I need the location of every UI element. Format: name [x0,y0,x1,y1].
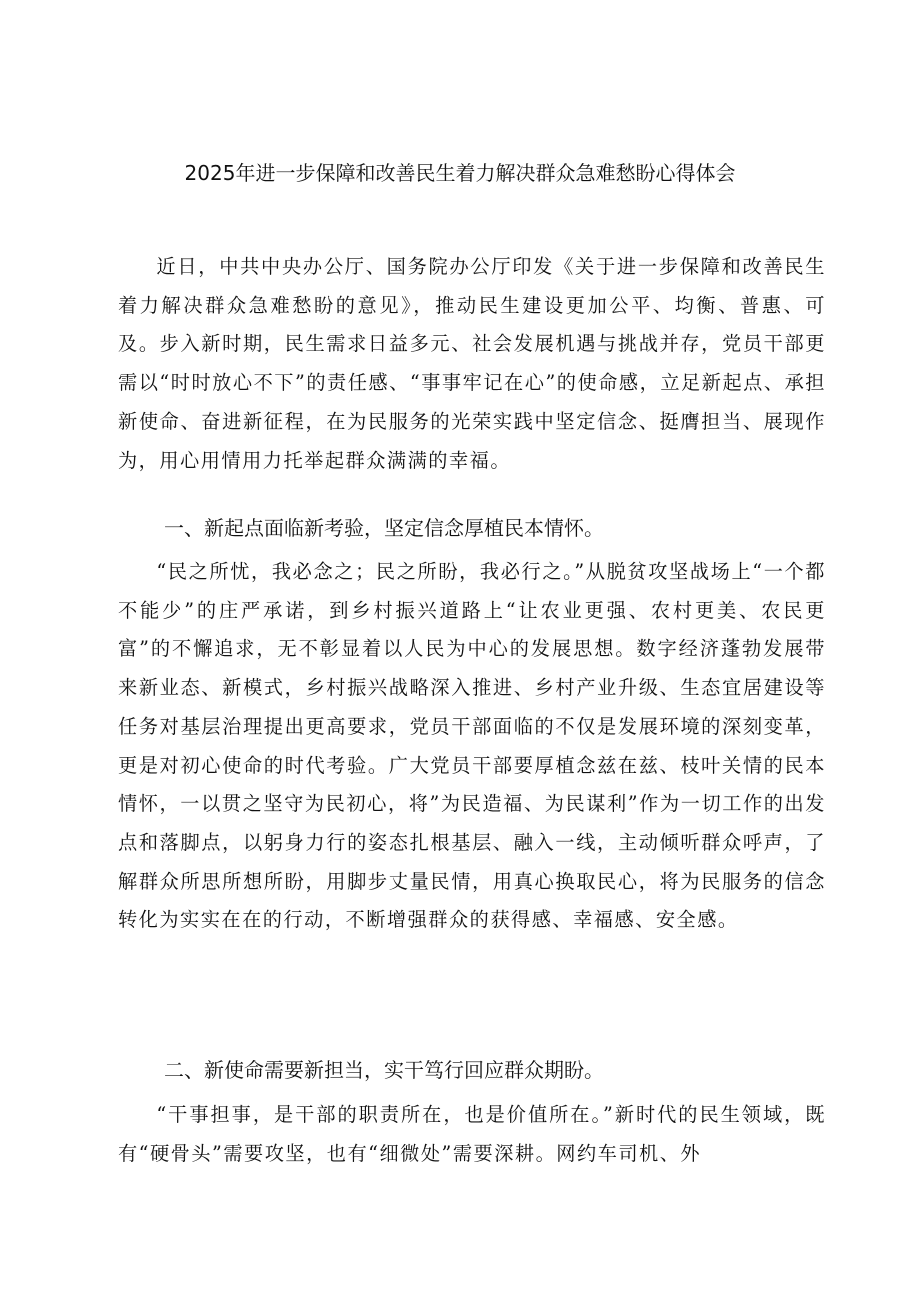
document-title: 2025年进一步保障和改善民生着力解决群众急难愁盼心得体会 [184,161,736,185]
section-2-paragraph: “干事担事，是干部的职责所在，也是价值所在。”新时代的民生领域，既有“硬骨头”需要攻坚，也有“细微处”需要深耕。网约车司机、外 [118,1103,826,1165]
section-2-heading: 二、新使命需要新担当，实干笃行回应群众期盼。 [164,1058,604,1082]
intro-paragraph: 近日，中共中央办公厅、国务院办公厅印发《关于进一步保障和改善民生着力解决群众急难愁盼的意见》，推动民生建设更加公平、均衡、普惠、可及。步入新时期，民生需求日益多元、社会发展机遇与挑战并存，党员干部更需以“时时放心不下”的责任感、“事事牢记在心”的使命感，立足新起点、承担新使命、奋进新征程，在为民服务的光荣实践中坚定信念、挺膺担当、展现作为，用心用情用力托举起群众满满的幸福。 [118,255,826,472]
section-1-paragraph: “民之所忧，我必念之；民之所盼，我必行之。”从脱贫攻坚战场上“一个都不能少”的庄严承诺，到乡村振兴道路上“让农业更强、农村更美、农民更富”的不懈追求，无不彰显着以人民为中心的发展思想。数字经济蓬勃发展带来新业态、新模式，乡村振兴战略深入推进、乡村产业升级、生态宜居建设等任务对基层治理提出更高要求，党员干部面临的不仅是发展环境的深刻变革，更是对初心使命的时代考验。广大党员干部要厚植念兹在兹、枝叶关情的民本情怀，一以贯之坚守为民初心，将”为民造福、为民谋利”作为一切工作的出发点和落脚点，以躬身力行的姿态扎根基层、融入一线，主动倾听群众呼声，了解群众所思所想所盼，用脚步丈量民情，用真心换取民心，将为民服务的信念转化为实实在在的行动，不断增强群众的获得感、幸福感、安全感。 [118,560,826,932]
section-1-heading: 一、新起点面临新考验，坚定信念厚植民本情怀。 [164,516,604,540]
